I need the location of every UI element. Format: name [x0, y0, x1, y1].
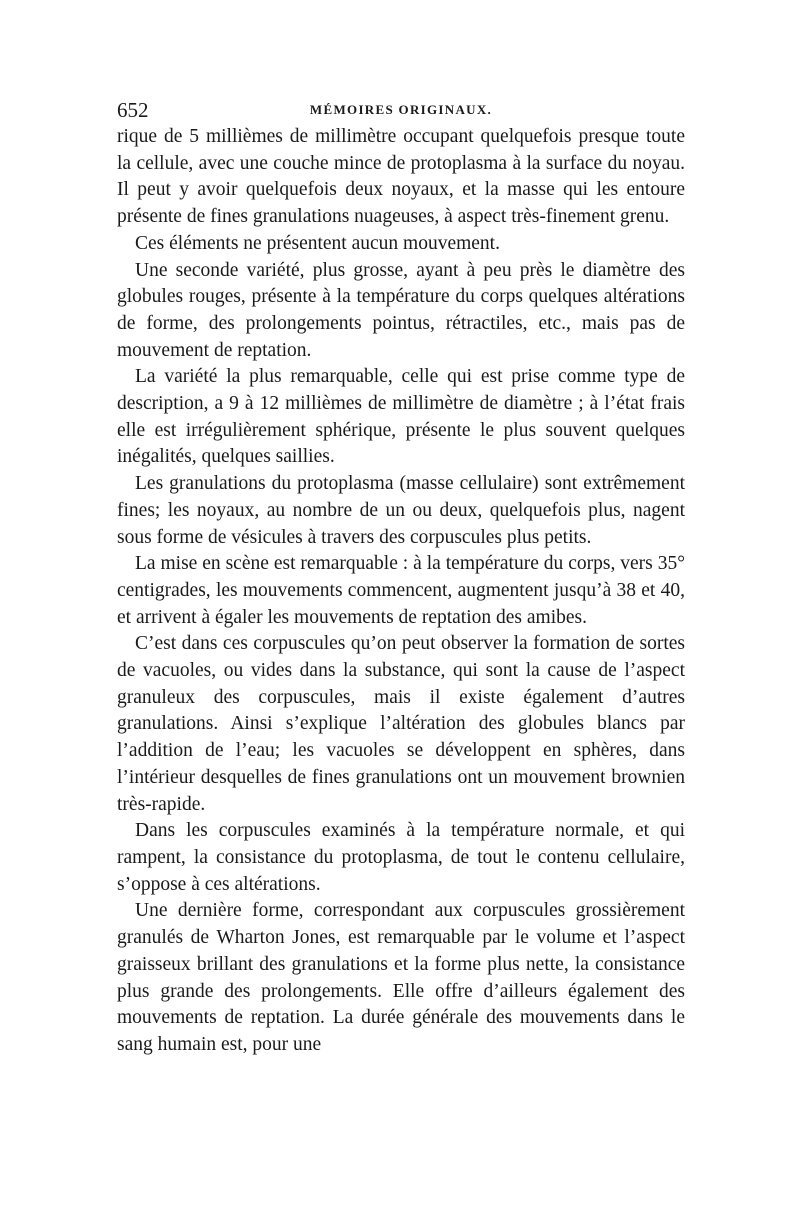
body-text [117, 124, 685, 1059]
paragraph: Une dernière forme, correspondant aux corpuscules grossièrement granulés de Wharton Jones, est remarquable par le volume et l’aspect graisseux brillant des granulations et la forme plus nette, la consistance plus grande des prolongements. Elle offre d’ailleurs également des mouvements de reptation. La durée générale des mouvements dans le sang humain est, pour une [117, 900, 685, 1055]
paragraph-continued: rique de 5 millièmes de millimètre occupant quelquefois presque toute la cellule, avec une couche mince de protoplasma à la surface du noyau. Il peut y avoir quelquefois deux noyaux, et la masse qui les entoure présente de fines granulations nuageuses, à aspect très-finement grenu. [117, 126, 685, 228]
paragraph: Les granulations du protoplasma (masse cellulaire) sont extrêmement fines; les noyaux, au nombre de un ou deux, quelquefois plus, nagent sous forme de vésicules à travers des corpuscules plus petits. [117, 473, 685, 548]
paragraph: La mise en scène est remarquable : à la température du corps, vers 35° centigrades, les mouvements commencent, augmentent jusqu’à 38 et 40, et arrivent à égaler les mouvements de reptation des amibes. [117, 553, 685, 628]
running-title: MÉMOIRES ORIGINAUX. [309, 102, 493, 117]
paragraph: Ces éléments ne présentent aucun mouvement. [135, 232, 500, 254]
paragraph: Une seconde variété, plus grosse, ayant à peu près le diamètre des globules rouges, présente à la température du corps quelques altérations de forme, des prolongements pointus, rétractiles, etc., mais pas de mouvement de reptation. [117, 259, 685, 361]
page-number: 652 [117, 98, 149, 122]
paragraph: La variété la plus remarquable, celle qui est prise comme type de description, a 9 à 12 millièmes de millimètre de diamètre ; à l’état frais elle est irrégulièrement sphérique, présente le plus souvent quelques inégalités, quelques saillies. [117, 366, 685, 468]
paragraph: C’est dans ces corpuscules qu’on peut observer la formation de sortes de vacuoles, ou vides dans la substance, qui sont la cause de l’aspect granuleux des corpuscules, mais il existe également d’autres granulations. Ainsi s’explique l’altération des globules blancs par l’addition de l’eau; les vacuoles se développent en sphères, dans l’intérieur desquelles de fines granulations ont un mouvement brownien très-rapide. [117, 633, 685, 815]
paragraph: Dans les corpuscules examinés à la température normale, et qui rampent, la consistance du protoplasma, de tout le contenu cellulaire, s’oppose à ces altérations. [117, 820, 685, 895]
page-header [117, 98, 685, 122]
